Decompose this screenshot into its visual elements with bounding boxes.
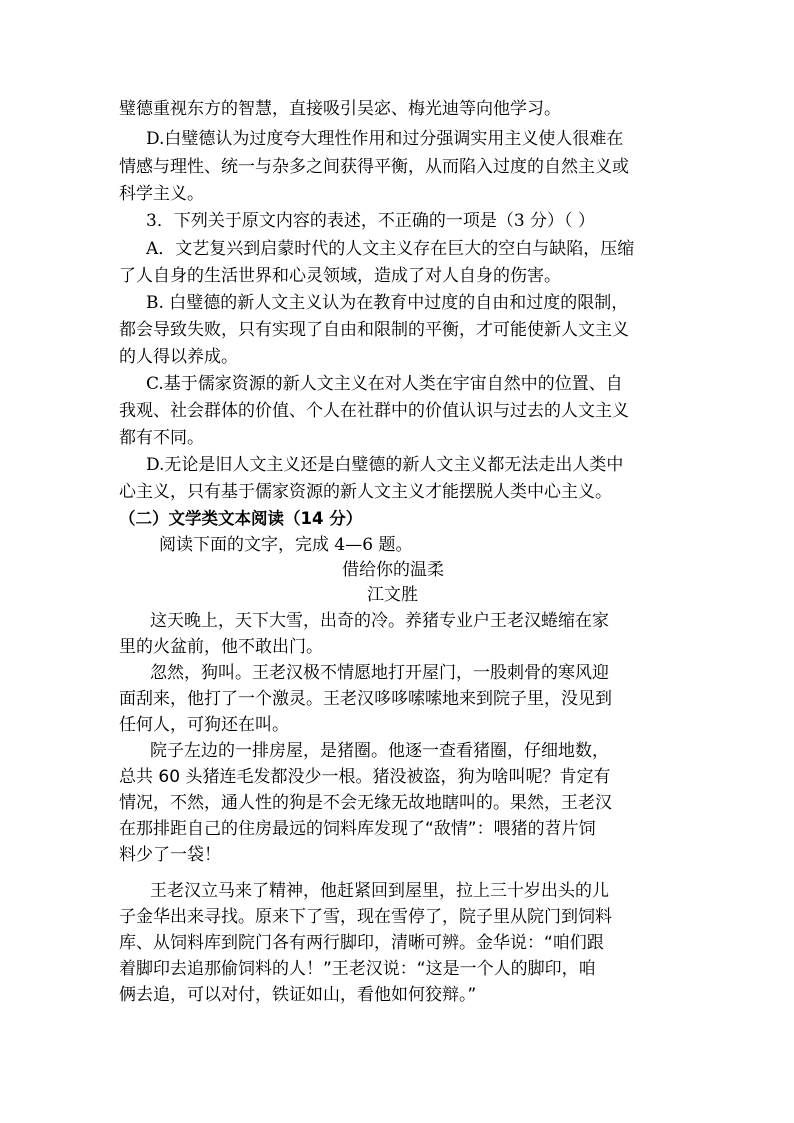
text-line: 都会导致失败，只有实现了自由和限制的平衡，才可能使新人文主义 (119, 320, 629, 340)
text-line: 都有不同。 (119, 428, 204, 448)
text-line: 璧德重视东方的智慧，直接吸引吴宓、梅光迪等向他学习。 (119, 99, 561, 119)
text-line: D.无论是旧人文主义还是白璧德的新人文主义都无法走出人类中 (146, 455, 624, 475)
text-line: 里的火盆前，他不敢出门。 (119, 637, 323, 657)
text-line: A．文艺复兴到启蒙时代的人文主义存在巨大的空白与缺陷，压缩 (146, 239, 635, 259)
text-line: 在那排距自己的住房最远的饲料库发现了“敌情”：喂猪的苕片饲 (119, 819, 596, 839)
text-line: 这天晚上，天下大雪，出奇的冷。养猪专业户王老汉蜷缩在家 (150, 611, 609, 631)
question-line: 3．下列关于原文内容的表述，不正确的一项是（3 分）（ ） (146, 211, 595, 231)
text-line: 心主义，只有基于儒家资源的新人文主义才能摆脱人类中心主义。 (119, 482, 612, 502)
text-line: 的人得以养成。 (119, 347, 238, 367)
text-line: 任何人，可狗还在叫。 (119, 715, 289, 735)
text-line: 子金华出来寻找。原来下了雪，现在雪停了，院子里从院门到饲料 (119, 907, 612, 927)
section-heading: （二）文学类文本阅读（14 分） (119, 509, 363, 528)
text-line: 总共 60 头猪连毛发都没少一根。猪没被盗，狗为啥叫呢？肯定有 (119, 767, 611, 787)
text-line: 情况，不然，通人性的狗是不会无缘无故地瞎叫的。果然，王老汉 (119, 793, 612, 813)
text-line: 着脚印去追那偷饲料的人！”王老汉说：“这是一个人的脚印，咱 (119, 959, 596, 979)
text-line: 俩去追，可以对付，铁证如山，看他如何狡辩。” (119, 985, 477, 1005)
text-line: D.白璧德认为过度夸大理性作用和过分强调实用主义使人很难在 (146, 129, 624, 149)
story-author: 江文胜 (367, 585, 418, 605)
text-line: 面刮来，他打了一个激灵。王老汉哆哆嗦嗦地来到院子里，没见到 (119, 689, 612, 709)
text-line: 院子左边的一排房屋，是猪圈。他逐一查看猪圈，仔细地数， (150, 741, 609, 761)
text-line: 王老汉立马来了精神，他赶紧回到屋里，拉上三十岁出头的儿 (150, 881, 609, 901)
story-title: 借给你的温柔 (342, 560, 444, 580)
text-line: C.基于儒家资源的新人文主义在对人类在宇宙自然中的位置、自 (146, 374, 623, 394)
text-line: B. 白璧德的新人文主义认为在教育中过度的自由和过度的限制， (146, 293, 629, 313)
text-line: 了人自身的生活世界和心灵领域，造成了对人自身的伤害。 (119, 266, 561, 286)
text-line: 库、从饲料库到院门各有两行脚印，清晰可辨。金华说：“咱们跟 (119, 933, 604, 953)
text-line: 科学主义。 (119, 184, 204, 204)
text-line: 情感与理性、统一与杂多之间获得平衡，从而陷入过度的自然主义或 (119, 157, 629, 177)
text-line: 料少了一袋！ (119, 845, 221, 865)
instruction-line: 阅读下面的文字，完成 4—6 题。 (159, 535, 413, 555)
text-line: 忽然，狗叫。王老汉极不情愿地打开屋门，一股刺骨的寒风迎 (150, 663, 609, 683)
text-line: 我观、社会群体的价值、个人在社群中的价值认识与过去的人文主义 (119, 401, 629, 421)
